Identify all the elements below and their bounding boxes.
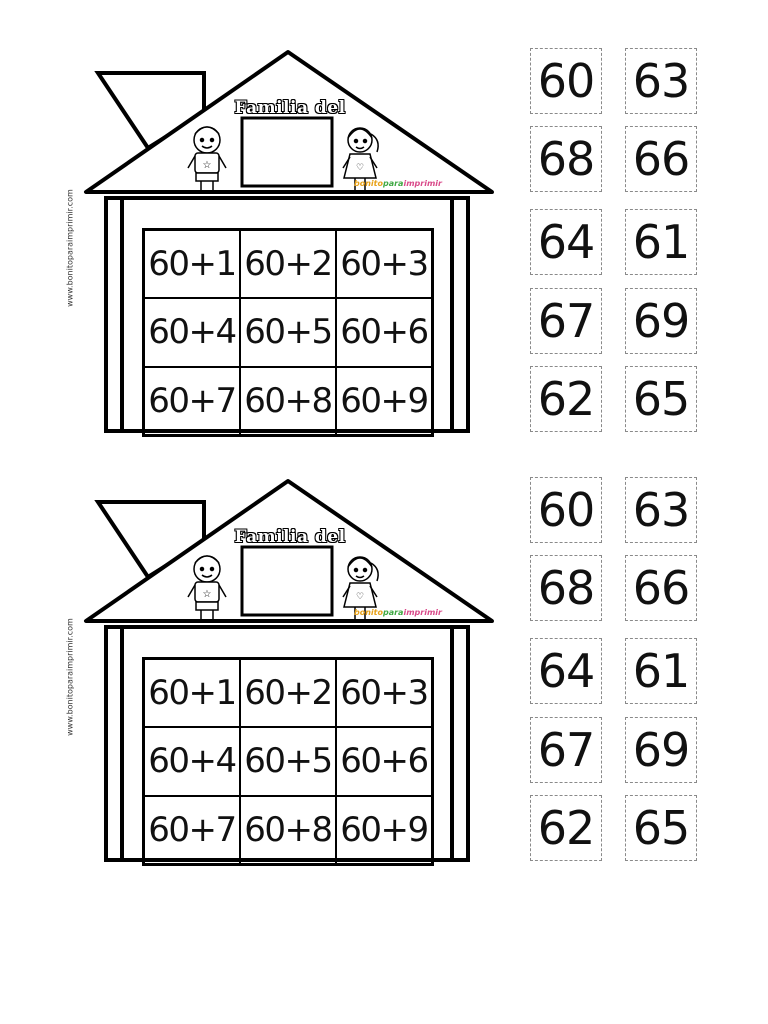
number-card[interactable]: 63 — [625, 48, 697, 114]
number-cards — [530, 48, 705, 448]
grid-cell: 60+2 — [240, 659, 336, 727]
number-card[interactable]: 68 — [530, 555, 602, 621]
number-card[interactable]: 60 — [530, 477, 602, 543]
worksheet-bottom — [0, 477, 768, 897]
number-card[interactable]: 64 — [530, 209, 602, 275]
number-card[interactable]: 69 — [625, 288, 697, 354]
number-card[interactable]: 69 — [625, 717, 697, 783]
grid-cell: 60+5 — [240, 727, 336, 795]
family-title: Familia del — [234, 527, 346, 547]
grid-cell: 60+7 — [144, 367, 240, 435]
number-family-house — [80, 477, 500, 887]
number-card[interactable]: 67 — [530, 717, 602, 783]
grid-cell: 60+5 — [240, 298, 336, 366]
addition-grid — [142, 228, 434, 437]
grid-cell: 60+4 — [144, 298, 240, 366]
brand-logo-text: bonitoparaimprimir — [354, 179, 442, 188]
website-vertical-text: www.bonitoparaimprimir.com — [65, 618, 75, 736]
grid-cell: 60+6 — [336, 727, 432, 795]
number-card[interactable]: 68 — [530, 126, 602, 192]
grid-cell: 60+2 — [240, 230, 336, 298]
grid-cell: 60+6 — [336, 298, 432, 366]
number-card[interactable]: 65 — [625, 366, 697, 432]
grid-cell: 60+8 — [240, 367, 336, 435]
number-card[interactable]: 62 — [530, 795, 602, 861]
worksheet-top — [0, 48, 768, 468]
number-card[interactable]: 67 — [530, 288, 602, 354]
number-card[interactable]: 63 — [625, 477, 697, 543]
number-card[interactable]: 62 — [530, 366, 602, 432]
addition-grid — [142, 657, 434, 866]
grid-cell: 60+1 — [144, 230, 240, 298]
grid-cell: 60+3 — [336, 659, 432, 727]
svg-text:☆: ☆ — [202, 160, 212, 171]
grid-cell: 60+9 — [336, 367, 432, 435]
svg-text:♡: ♡ — [355, 592, 365, 602]
number-card[interactable]: 66 — [625, 126, 697, 192]
grid-cell: 60+4 — [144, 727, 240, 795]
number-card[interactable]: 64 — [530, 638, 602, 704]
grid-cell: 60+7 — [144, 796, 240, 864]
grid-cell: 60+1 — [144, 659, 240, 727]
grid-cell: 60+9 — [336, 796, 432, 864]
svg-text:☆: ☆ — [202, 589, 212, 600]
number-cards — [530, 477, 705, 877]
number-card[interactable]: 65 — [625, 795, 697, 861]
number-card[interactable]: 60 — [530, 48, 602, 114]
number-card[interactable]: 61 — [625, 638, 697, 704]
number-card[interactable]: 66 — [625, 555, 697, 621]
svg-text:♡: ♡ — [355, 163, 365, 173]
family-title: Familia del — [234, 98, 346, 118]
grid-cell: 60+8 — [240, 796, 336, 864]
number-family-house — [80, 48, 500, 458]
number-card[interactable]: 61 — [625, 209, 697, 275]
website-vertical-text: www.bonitoparaimprimir.com — [65, 189, 75, 307]
grid-cell: 60+3 — [336, 230, 432, 298]
brand-logo-text: bonitoparaimprimir — [354, 608, 442, 617]
